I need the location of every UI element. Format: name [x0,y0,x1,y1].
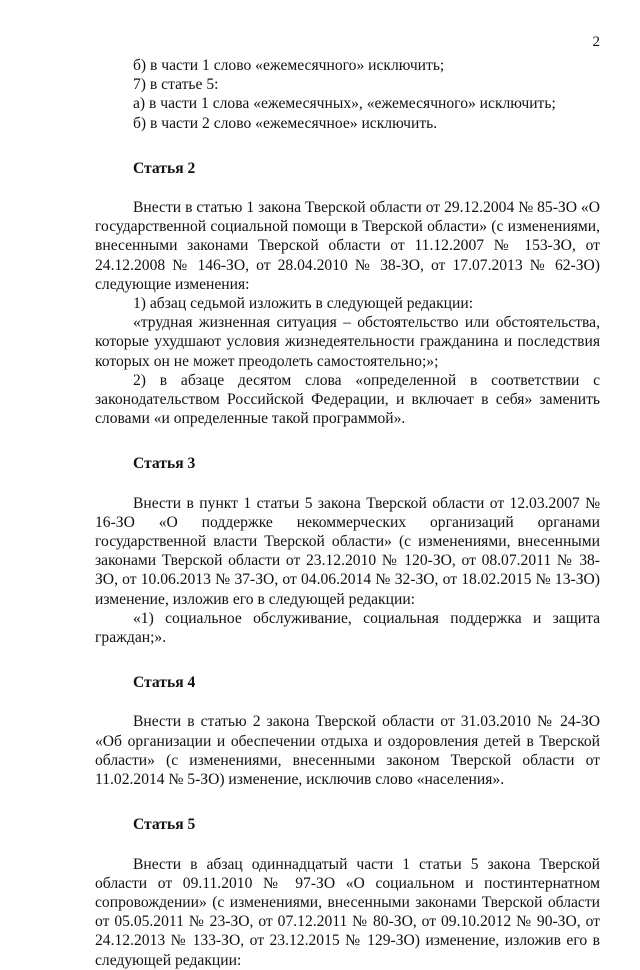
article-3-paragraph-2: «1) социальное обслуживание, социальная поддержка и защита граждан;». [95,609,600,647]
intro-line-4: б) в части 2 слово «ежемесячное» исключить. [133,114,438,132]
article-5-paragraph-1: Внести в абзац одиннадцатый части 1 статьи 5 закона Тверской области от 09.11.2010 № 97-ЗО «О социальном и постинтернатном сопровождении» (с изменениями, внесенными законами Тверской области от 05.05.2011 № 23-ЗО, от 07.12.2011 № 80-ЗО, от 09.10.2012 № 90-ЗО, от 24.12.2013 № 133-ЗО, от 23.12.2015 № 129-ЗО) изменение, изложив его в следующей редакции: [95,855,600,969]
article-2-paragraph-1: Внести в статью 1 закона Тверской области от 29.12.2004 № 85-ЗО «О государственной социальной помощи в Тверской области» (с изменениями, внесенными законами Тверской области от 11.12.2007 № 153-ЗО, от 24.12.2008 № 146-ЗО, от 28.04.2010 № 38-ЗО, от 17.07.2013 № 62-ЗО) следующие изменения: [95,199,600,293]
article-5-heading: Статья 5 [133,816,196,834]
article-4-heading: Статья 4 [133,674,196,692]
article-2-paragraph-2: 1) абзац седьмой изложить в следующей редакции: [133,295,474,313]
intro-line-2: 7) в статье 5: [133,76,219,94]
article-3-paragraph-1: Внести в пункт 1 статьи 5 закона Тверской области от 12.03.2007 № 16-ЗО «О поддержке некоммерческих организаций органами государственной власти Тверской области» (с изменениями, внесенными законами Тверской области от 23.12.2010 № 120-ЗО, от 08.07.2011 № 38-ЗО, от 10.06.2013 № 37-ЗО, от 04.06.2014 № 32-ЗО, от 18.02.2015 № 13-ЗО) изменение, изложив его в следующей редакции: [95,494,600,608]
page-number: 2 [592,34,600,50]
article-2-paragraph-4: 2) в абзаце десятом слова «определенной в соответствии с законодательством Российской Федерации, и включает в себя» заменить словами «и определенные такой программой». [95,371,600,428]
document-body [95,56,600,970]
article-2-paragraph-3: «трудная жизненная ситуация – обстоятельство или обстоятельства, которые ухудшают условия жизнедеятельности гражданина и последствия которых он не может преодолеть самостоятельно;»; [95,314,600,370]
article-4-paragraph-1: Внести в статью 2 закона Тверской области от 31.03.2010 № 24-ЗО «Об организации и обеспечении отдыха и оздоровления детей в Тверской области» (с изменениями, внесенными законом Тверской области от 11.02.2014 № 5-ЗО) изменение, исключив слово «населения». [95,713,600,789]
article-2-heading: Статья 2 [133,159,196,177]
intro-line-1: б) в части 1 слово «ежемесячного» исключить; [133,57,445,74]
article-3-heading: Статья 3 [133,455,196,473]
intro-line-3: а) в части 1 слова «ежемесячных», «ежемесячного» исключить; [133,95,556,113]
